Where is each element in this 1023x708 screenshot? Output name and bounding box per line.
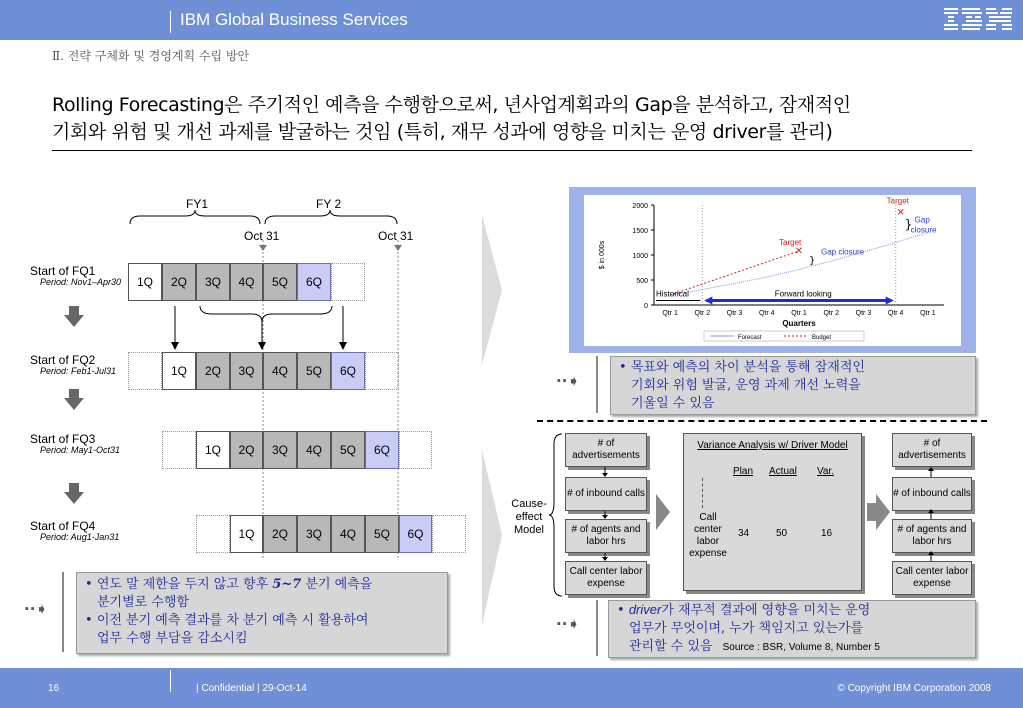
row3-cell-3q: 3Q — [263, 431, 297, 469]
gray-arrow-stem — [656, 503, 660, 521]
left-box-labor-expense: Call center labor expense — [565, 561, 647, 595]
right-callout-1-line3: 기울일 수 있음 — [631, 396, 715, 411]
row4-cell-5q: 5Q — [365, 515, 399, 553]
row1-cell-4q: 4Q — [230, 263, 263, 301]
x-tick-label: Qtr 3 — [855, 310, 872, 317]
x-tick-label: Qtr 1 — [662, 310, 678, 317]
legend-forecast-label: Forecast — [738, 335, 762, 341]
row1-cell-empty — [331, 263, 365, 301]
row2-cell-3q: 3Q — [230, 352, 263, 390]
row4-cell-6q: 6Q — [399, 515, 432, 553]
x-tick-label: Qtr 4 — [887, 310, 904, 317]
right-callout-2 — [608, 600, 976, 658]
row2-cell-6q: 6Q — [331, 352, 365, 390]
row4-label: Start of FQ4 — [30, 519, 96, 533]
section-title: Ⅱ. 전략 구체화 및 경영계획 수립 방안 — [52, 49, 250, 63]
left-callout — [76, 572, 448, 654]
down-arrow-icon — [64, 306, 84, 327]
row1-cell-2q: 2Q — [162, 263, 196, 301]
target-label-1: Target — [779, 238, 802, 247]
col-actual: Actual — [769, 466, 797, 477]
col-plan: Plan — [733, 466, 754, 477]
callout-bar — [596, 600, 598, 656]
oct31-label-1: Oct 31 — [244, 229, 280, 243]
headline — [52, 92, 982, 146]
ibm-logo — [944, 8, 1014, 32]
header-divider — [170, 11, 171, 33]
row4-cell-empty — [196, 515, 230, 553]
row3-cell-4q: 4Q — [297, 431, 331, 469]
right-box-agents: # of agents and labor hrs — [892, 519, 972, 553]
dotted-arrow-icon: ··➧ — [556, 372, 580, 390]
left-callout-bullet2: • 이전 분기 예측 결과를 차 분기 예측 시 활용하여 — [85, 613, 369, 628]
forward-label: Forward looking — [774, 289, 832, 299]
headline-line1: Rolling Forecasting은 주기적인 예측을 수행함으로써, 년사업계획과의 Gap을 분석하고, 잠재적인 — [52, 94, 851, 116]
col-var: Var. — [817, 466, 835, 477]
row2-cell-5q: 5Q — [297, 352, 331, 390]
confidential-label: | Confidential | 29-Oct-14 — [196, 683, 307, 694]
target-label-2: Target — [886, 196, 909, 206]
value-plan: 34 — [738, 528, 750, 539]
panel-chevron-shapes — [482, 215, 504, 645]
down-arrow-icon — [64, 483, 84, 504]
historical-label: Historical — [656, 289, 689, 299]
y-tick-label: 1000 — [632, 253, 648, 260]
left-callout-bullet1: • 연도 말 제한을 두지 않고 향후 5~7 분기 예측을 — [85, 577, 373, 592]
row3-cell-empty — [162, 431, 196, 469]
gap-label-2: closure — [910, 225, 937, 235]
gap-label-2: Gap — [914, 215, 930, 225]
header-bar — [0, 0, 1023, 40]
row3-period: Period: May1-Oct31 — [40, 445, 121, 455]
footer-divider — [170, 670, 171, 692]
row2-cell-2q: 2Q — [196, 352, 230, 390]
row1-cell-6q: 6Q — [297, 263, 331, 301]
left-callout-bullet1-line2: 분기별로 수행함 — [97, 595, 190, 610]
header-title: IBM Global Business Services — [180, 10, 408, 29]
dotted-arrow-icon: ··➧ — [24, 600, 48, 618]
legend-budget-label: Budget — [812, 335, 832, 341]
row1-cell-5q: 5Q — [263, 263, 297, 301]
x-tick-label: Qtr 2 — [694, 310, 711, 317]
y-tick-label: 2000 — [632, 203, 648, 210]
x-tick-label: Qtr 4 — [758, 310, 775, 317]
oct31-label-2: Oct 31 — [378, 229, 414, 243]
fq1-fq2-connectors — [160, 302, 360, 352]
x-tick-label: Qtr 2 — [823, 310, 840, 317]
row1-label: Start of FQ1 — [30, 264, 96, 278]
callout-bar — [62, 572, 64, 652]
target-marker: ✕ — [896, 207, 905, 219]
x-tick-label: Qtr 1 — [791, 310, 807, 317]
y-tick-label: 1500 — [632, 228, 648, 235]
headline-rule — [52, 150, 972, 151]
series-budget-line — [670, 251, 799, 295]
chart-panel — [584, 195, 961, 346]
fy2-label: FY 2 — [316, 197, 342, 211]
right-callout-2-line3: 관리할 수 있음 Source : BSR, Volume 8, Number 5 — [629, 639, 880, 654]
row-label-expense: Call center labor expense — [689, 512, 727, 559]
y-axis-label: $ in 000s — [599, 240, 606, 270]
row2-cell-empty2 — [365, 352, 399, 390]
row4-cell-3q: 3Q — [297, 515, 331, 553]
gray-arrow-stem — [867, 503, 877, 521]
row3-cell-2q: 2Q — [230, 431, 263, 469]
right-box-inbound-calls: # of inbound calls — [892, 477, 972, 511]
y-tick-label: 500 — [636, 278, 648, 285]
dotted-arrow-icon: ··➧ — [556, 615, 580, 633]
callout-bar — [596, 356, 598, 413]
variance-divider — [702, 478, 704, 508]
row1-cell-3q: 3Q — [196, 263, 230, 301]
footer-bar — [0, 668, 1023, 708]
row3-cell-6q: 6Q — [365, 431, 399, 469]
left-box-agents: # of agents and labor hrs — [565, 519, 647, 553]
row3-cell-5q: 5Q — [331, 431, 365, 469]
right-box-labor-expense: Call center labor expense — [892, 561, 972, 595]
y-tick-label: 0 — [644, 303, 648, 310]
x-axis-label: Quarters — [782, 319, 816, 328]
row1-period: Period: Nov1–Apr30 — [40, 277, 122, 287]
target-marker: ✕ — [794, 246, 804, 257]
row3-label: Start of FQ3 — [30, 432, 96, 446]
right-callout-1 — [610, 356, 976, 415]
row2-label: Start of FQ2 — [30, 353, 96, 367]
row4-cell-1q: 1Q — [230, 515, 263, 553]
right-box-advertisements: # of advertisements — [892, 433, 972, 467]
variance-panel — [683, 433, 862, 591]
headline-line2: 기회와 위험 및 개선 과제를 발굴하는 것임 (특히, 재무 성과에 영향을 미치는 운영 driver를 관리) — [52, 121, 833, 143]
gray-arrow-icon — [876, 494, 890, 530]
gap-label-1: Gap closure — [821, 247, 865, 257]
right-box-arrows — [926, 467, 936, 563]
cause-effect-label: Cause- effect Model — [511, 498, 547, 536]
em-text: 5~7 — [272, 577, 302, 592]
value-actual: 50 — [776, 528, 788, 539]
row4-cell-2q: 2Q — [263, 515, 297, 553]
down-arrow-icon — [64, 389, 84, 410]
gap-brace: } — [809, 255, 816, 267]
left-box-arrows — [600, 467, 610, 563]
row4-cell-4q: 4Q — [331, 515, 365, 553]
line-chart — [584, 195, 961, 346]
page-number: 16 — [48, 683, 60, 694]
row2-cell-empty — [128, 352, 162, 390]
row2-cell-4q: 4Q — [263, 352, 297, 390]
right-callout-1-line1: • 목표와 예측의 차이 분석을 통해 잠재적인 — [619, 360, 865, 375]
left-box-inbound-calls: # of inbound calls — [565, 477, 647, 511]
row4-cell-empty2 — [432, 515, 466, 553]
row4-period: Period: Aug1-Jan31 — [40, 532, 120, 542]
variance-title: Variance Analysis w/ Driver Model — [697, 440, 848, 451]
row2-cell-1q: 1Q — [162, 352, 196, 390]
forward-arrow-head — [886, 297, 894, 305]
right-callout-2-line1: • driver가 재무적 결과에 영향을 미치는 운영 — [617, 602, 871, 618]
x-tick-label: Qtr 3 — [726, 310, 743, 317]
source-text: Source : BSR, Volume 8, Number 5 — [722, 642, 880, 653]
row1-cell-1q: 1Q — [128, 263, 162, 301]
left-box-advertisements: # of advertisements — [565, 433, 647, 467]
model-brace — [548, 432, 564, 598]
gap-brace: } — [904, 217, 913, 232]
right-callout-2-line2: 업무가 무엇이며, 누가 책임지고 있는가를 — [629, 621, 864, 636]
left-callout-bullet2-line2: 업무 수행 부담을 감소시킴 — [97, 631, 248, 646]
x-tick-label: Qtr 1 — [920, 310, 936, 317]
forward-arrow-head — [704, 297, 712, 305]
fy1-label: FY1 — [186, 197, 209, 211]
copyright: © Copyright IBM Corporation 2008 — [837, 683, 991, 694]
dashed-separator — [537, 420, 987, 422]
value-var: 16 — [821, 528, 833, 539]
row3-cell-empty2 — [399, 431, 432, 469]
row2-period: Period: Feb1-Jul31 — [40, 366, 117, 376]
row3-cell-1q: 1Q — [196, 431, 230, 469]
right-callout-1-line2: 기회와 위험 발굴, 운영 과제 개선 노력을 — [631, 378, 861, 393]
